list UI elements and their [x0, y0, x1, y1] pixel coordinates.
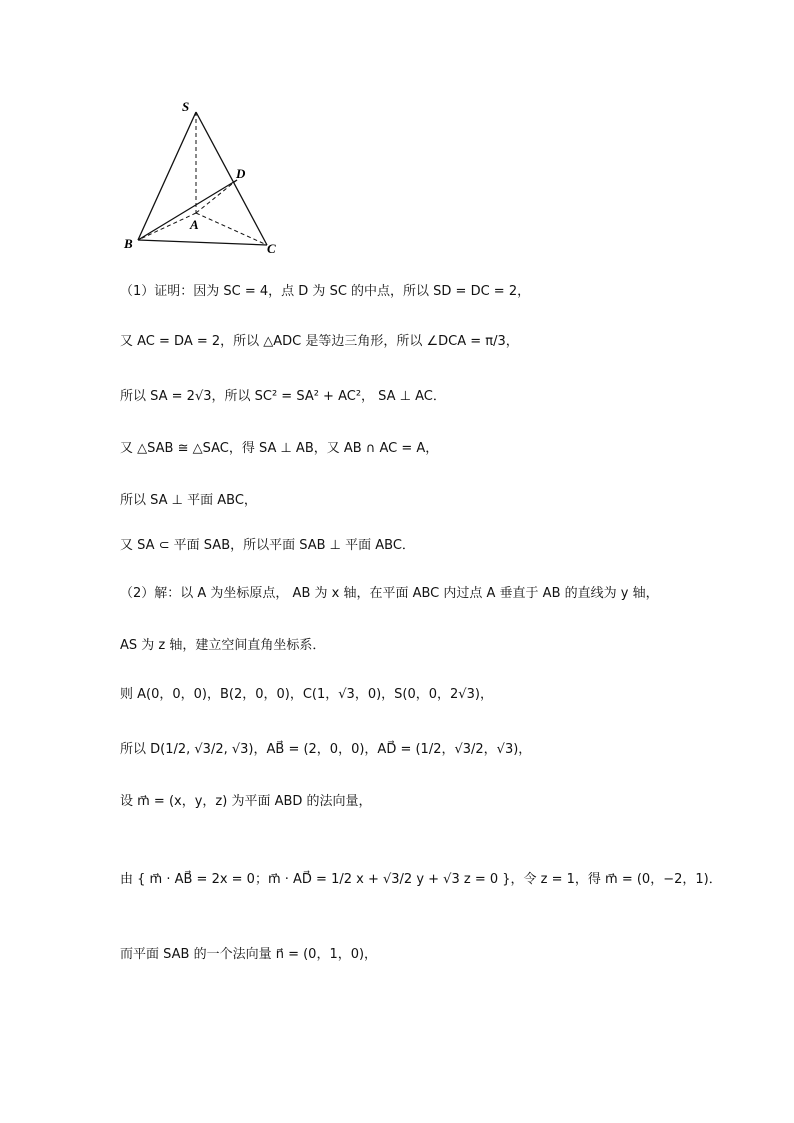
solution-line-3: 则 A(0，0，0)，B(2，0，0)，C(1，√3，0)，S(0，0，2√3)， [120, 687, 493, 702]
solution-line-5: 设 m⃗ = (x，y，z) 为平面 ABD 的法向量， [120, 794, 372, 809]
solution-line-2: AS 为 z 轴，建立空间直角坐标系． [120, 638, 326, 653]
solution-line-4: 所以 D(1/2, √3/2, √3)，AB⃗ = (2，0，0)，AD⃗ = (1/2，√3/2，√3)， [120, 742, 532, 757]
solution-line-7: 而平面 SAB 的一个法向量 n⃗ = (0，1，0)， [120, 947, 378, 962]
edge-SB [138, 112, 196, 240]
edge-AB [138, 213, 196, 240]
edge-BC [138, 240, 267, 245]
label-C: C [267, 241, 276, 256]
label-B: B [124, 236, 133, 251]
proof-line-6: 又 SA ⊂ 平面 SAB，所以平面 SAB ⊥ 平面 ABC． [120, 538, 415, 553]
proof-line-2: 又 AC = DA = 2，所以 △ADC 是等边三角形，所以 ∠DCA = π/3， [120, 334, 519, 349]
proof-line-4: 又 △SAB ≅ △SAC，得 SA ⊥ AB，又 AB ∩ AC = A， [120, 441, 439, 456]
edge-AC [196, 213, 267, 245]
edge-BD [138, 180, 237, 240]
proof-line-3: 所以 SA = 2√3，所以 SC² = SA² + AC²， SA ⊥ AC． [120, 389, 446, 404]
label-A: A [190, 217, 199, 232]
edge-SC [196, 112, 267, 245]
label-D: D [236, 166, 246, 181]
solution-line-6: 由 { m⃗ · AB⃗ = 2x = 0；m⃗ · AD⃗ = 1/2 x + √3/2 y + √3 z = 0 }，令 z = 1，得 m⃗ = (0，−2，1)． [120, 872, 722, 887]
label-S: S [182, 99, 190, 114]
proof-line-1: （1）证明：因为 SC = 4，点 D 为 SC 的中点，所以 SD = DC = 2， [120, 284, 531, 299]
tetrahedron-figure [110, 95, 300, 265]
solution-line-1: （2）解：以 A 为坐标原点， AB 为 x 轴，在平面 ABC 内过点 A 垂直于 AB 的直线为 y 轴， [120, 586, 659, 601]
proof-line-5: 所以 SA ⊥ 平面 ABC， [120, 493, 257, 508]
edge-AD [196, 180, 237, 213]
